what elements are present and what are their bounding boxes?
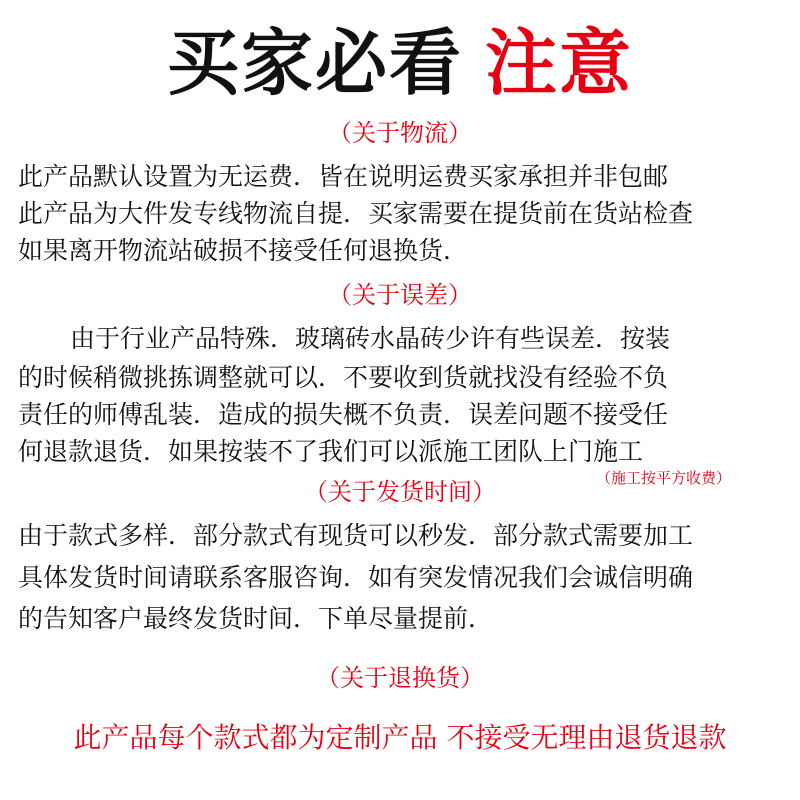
shipping-line-2: 具体发货时间请联系客服咨询．如有突发情况我们会诚信明确 [18,563,694,592]
shipping-line-3: 的告知客户最终发货时间．下单尽量提前． [18,604,494,633]
title-highlight: 注意 [485,21,634,105]
tolerance-line-1: 由于行业产品特殊．玻璃砖水晶砖少许有些误差．按装 [70,324,671,353]
section-heading-tolerance: （关于误差） [328,281,472,309]
tolerance-line-3: 责任的师傅乱装．造成的损失概不负责．误差问题不接受任 [18,400,669,429]
section-heading-returns: （关于退换货） [316,664,484,692]
section-heading-shipping-time: （关于发货时间） [304,478,496,506]
tolerance-line-2: 的时候稍微挑拣调整就可以．不要收到货就找没有经验不负 [18,363,669,392]
returns-policy-statement: 此产品每个款式都为定制产品 不接受无理由退货退款 [73,721,727,754]
page-title [0,18,800,108]
tolerance-line-4: 何退款退货．如果按装不了我们可以派施工团队上门施工 [18,437,644,466]
logistics-line-2: 此产品为大件发专线物流自提．买家需要在提货前在货站检查 [18,199,694,228]
shipping-line-1: 由于款式多样．部分款式有现货可以秒发．部分款式需要加工 [18,521,694,550]
title-main: 买家必看 [166,21,463,105]
logistics-line-3: 如果离开物流站破损不接受任何退换货． [18,236,469,265]
logistics-line-1: 此产品默认设置为无运费．皆在说明运费买家承担并非包邮 [18,162,669,191]
section-heading-logistics: （关于物流） [328,119,472,147]
construction-fee-note: （施工按平方收费） [596,469,732,487]
